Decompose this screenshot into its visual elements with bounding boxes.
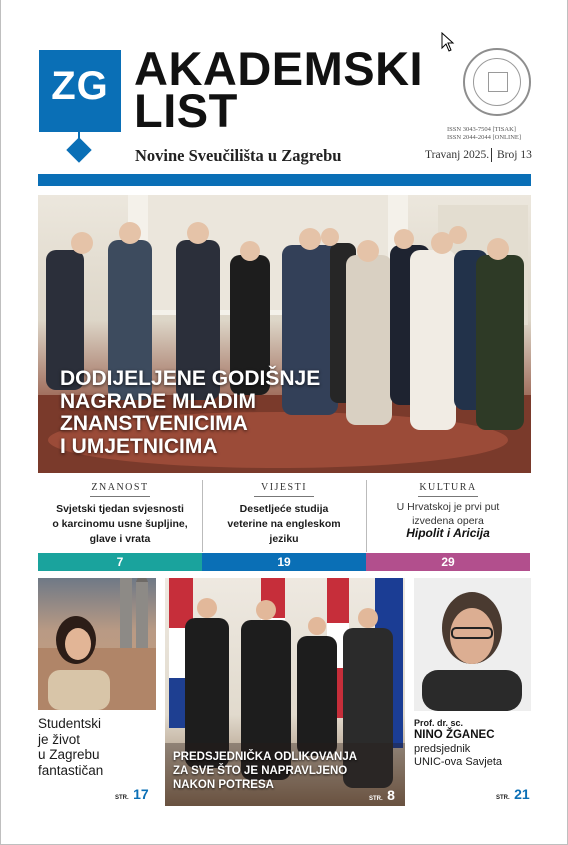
issn-online: ISSN 2044-2044 [ONLINE] bbox=[447, 134, 522, 141]
section-label: VIJESTI bbox=[260, 482, 308, 493]
student-life-caption[interactable]: Studentski je život u Zagrebu fantastičan bbox=[38, 716, 104, 778]
newspaper-subtitle: Novine Sveučilišta u Zagrebu bbox=[135, 146, 342, 165]
logo-text: ZG bbox=[51, 64, 109, 108]
newspaper-title-line2: LIST bbox=[134, 84, 238, 137]
award-photo[interactable] bbox=[165, 578, 405, 806]
university-seal-icon bbox=[463, 48, 531, 116]
page-ref-21[interactable]: STR. 21 bbox=[496, 786, 530, 802]
section-vijesti[interactable] bbox=[202, 478, 366, 552]
section-teaser: Svjetski tjedan svjesnosti o karcinomu usne šupljine, glave i vrata bbox=[52, 503, 188, 545]
issue-date: Travanj 2025. bbox=[425, 149, 490, 161]
page-link-znanost[interactable]: 7 bbox=[38, 553, 202, 571]
person-title: Prof. dr. sc. bbox=[414, 718, 464, 728]
section-znanost[interactable] bbox=[38, 478, 202, 552]
page-link-vijesti[interactable]: 19 bbox=[202, 553, 366, 571]
student-photo[interactable] bbox=[38, 578, 156, 710]
section-label: ZNANOST bbox=[91, 482, 149, 493]
hero-headline[interactable]: DODIJELJENE GODIŠNJE NAGRADE MLADIM ZNANSTVENICIMA I UMJETNICIMA bbox=[60, 367, 321, 458]
issue-number: Broj 13 bbox=[497, 149, 532, 161]
page-link-kultura[interactable]: 29 bbox=[366, 553, 530, 571]
newspaper-title-line1: AKADEMSKI bbox=[134, 42, 424, 95]
issue-separator bbox=[491, 148, 492, 162]
person-role-line2: UNIC-ova Savjeta bbox=[414, 756, 503, 768]
award-headline: PREDSJEDNIČKA ODLIKOVANJA ZA SVE ŠTO JE NAPRAVLJENO NAKON POTRESA bbox=[173, 751, 358, 791]
zg-logo bbox=[39, 50, 121, 132]
opera-title: Hipolit i Aricija bbox=[406, 526, 490, 540]
person-name[interactable]: NINO ŽGANEC bbox=[414, 729, 495, 741]
hero-photo[interactable] bbox=[38, 195, 531, 473]
issn-print: ISSN 3043-7504 [TISAK] bbox=[447, 126, 516, 133]
masthead-rule bbox=[38, 174, 531, 186]
portrait-photo[interactable] bbox=[414, 578, 531, 711]
logo-diamond bbox=[66, 137, 91, 162]
section-kultura[interactable] bbox=[366, 478, 530, 552]
page-ref-17[interactable]: STR. 17 bbox=[115, 786, 149, 802]
person-role-line1: predsjednik bbox=[414, 743, 471, 755]
page-ref-8[interactable]: STR. 8 bbox=[369, 787, 395, 803]
section-teaser: U Hrvatskoj je prvi put izvedena opera bbox=[396, 501, 500, 527]
section-teaser: Desetljeće studija veterine na engleskom jeziku bbox=[227, 503, 341, 545]
section-label: KULTURA bbox=[419, 482, 477, 493]
mouse-pointer-icon bbox=[441, 32, 455, 57]
